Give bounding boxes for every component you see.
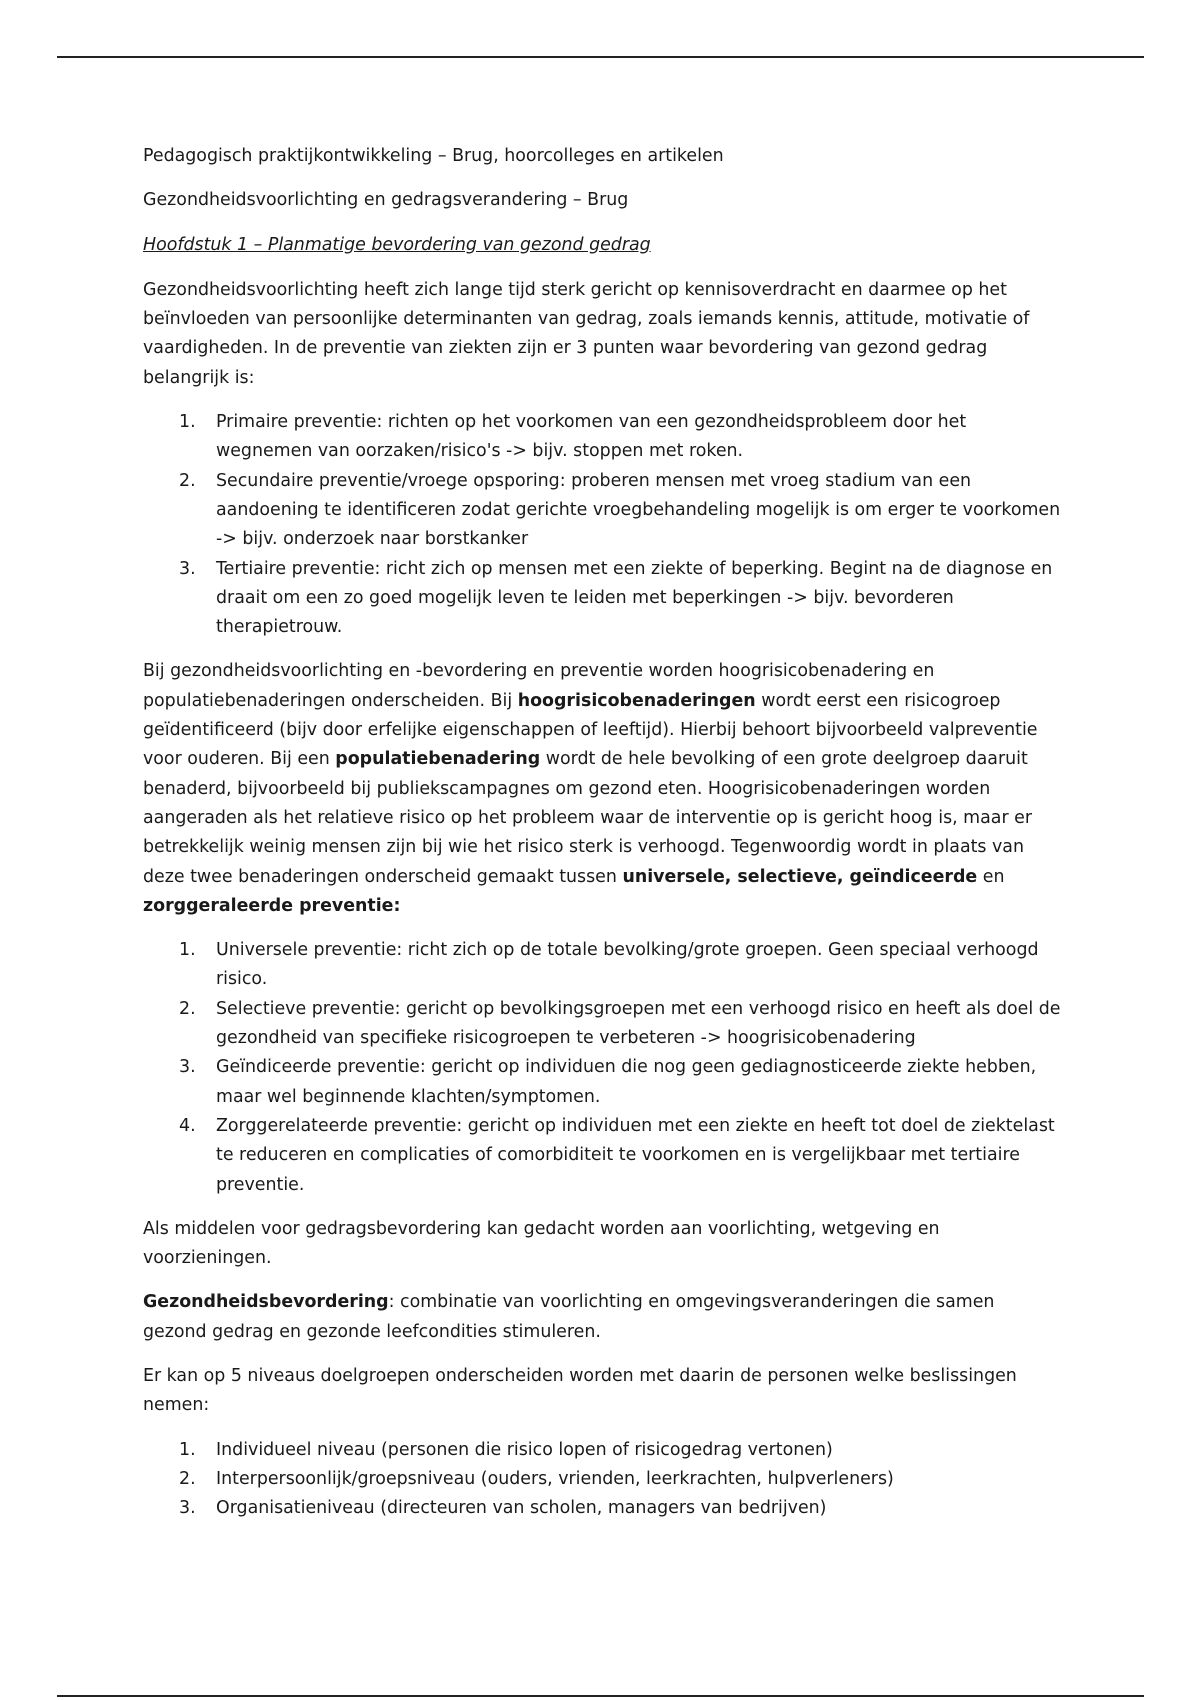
list-item: [143, 1112, 1063, 1200]
means-paragraph: Als middelen voor gedragsbevordering kan gedacht worden aan voorlichting, wetgeving en voorzieningen.: [143, 1218, 940, 1269]
list-number: 1.: [179, 940, 196, 961]
list-number: 3.: [179, 558, 196, 579]
list-item: [143, 936, 1063, 995]
text-segment: wordt eerst een risicogroep geïdentificeerd (bijv door erfelijke eigenschappen of leeftijd). Hierbij behoort bijvoorbeeld valpreventie voor ouderen. Bij een: [143, 690, 1038, 770]
bold-term: hoogrisicobenaderingen: [517, 690, 756, 711]
definition-paragraph: [143, 1288, 1063, 1347]
list-item: [143, 995, 1063, 1054]
approach-paragraph: [143, 657, 1063, 921]
chapter-heading: Hoofdstuk 1 – Planmatige bevordering van gezond gedrag: [143, 234, 651, 255]
page-top-rule: [57, 56, 1144, 58]
list-item-text: Universele preventie: richt zich op de totale bevolking/grote groepen. Geen speciaal verhoogd risico.: [216, 940, 1039, 990]
document-title: Pedagogisch praktijkontwikkeling – Brug, hoorcolleges en artikelen: [143, 146, 724, 166]
list-item-text: Secundaire preventie/vroege opsporing: proberen mensen met vroeg stadium van een aandoening te identificeren zodat gerichte vroegbehandeling mogelijk is om erger te voorkomen -> bijv. onderzoek naar borstkanker: [216, 470, 1061, 550]
list-number: 2.: [179, 998, 196, 1019]
prevention-types-list: [143, 936, 1063, 1200]
list-item-text: Primaire preventie: richten op het voorkomen van een gezondheidsprobleem door het wegnemen van oorzaken/risico's -> bijv. stoppen met roken.: [216, 412, 967, 462]
definition-term: Gezondheidsbevordering: [143, 1292, 389, 1313]
page-bottom-rule: [57, 1695, 1144, 1697]
list-item-text: Tertiaire preventie: richt zich op mensen met een ziekte of beperking. Begint na de diagnose en draait om een zo goed mogelijk leven te leiden met beperkingen -> bijv. bevorderen therapietrouw.: [216, 558, 1053, 638]
list-item-text: Selectieve preventie: gericht op bevolkingsgroepen met een verhoogd risico en heeft als doel de gezondheid van specifieke risicogroepen te verbeteren -> hoogrisicobenadering: [216, 998, 1061, 1049]
levels-list: [143, 1436, 1063, 1524]
list-number: 1.: [179, 1439, 196, 1460]
list-item: [143, 555, 1063, 643]
levels-paragraph: Er kan op 5 niveaus doelgroepen onderscheiden worden met daarin de personen welke beslissingen nemen:: [143, 1365, 1017, 1416]
list-number: 4.: [179, 1115, 196, 1136]
list-item-text: Geïndiceerde preventie: gericht op individuen die nog geen gediagnosticeerde ziekte hebben, maar wel beginnende klachten/symptomen.: [216, 1057, 1037, 1107]
list-number: 1.: [179, 412, 196, 433]
list-item: [143, 1053, 1063, 1112]
list-number: 2.: [179, 470, 196, 491]
text-segment: en: [977, 866, 1005, 887]
bold-term: zorggeraleerde preventie:: [143, 895, 401, 916]
list-number: 2.: [179, 1468, 196, 1489]
prevention-list: [143, 408, 1063, 642]
list-item-text: Zorggerelateerde preventie: gericht op individuen met een ziekte en heeft tot doel de ziektelast te reduceren en complicaties of comorbiditeit te voorkomen en is vergelijkbaar met tertiaire preventie.: [216, 1115, 1055, 1195]
list-item: [143, 1436, 1063, 1465]
list-item-text: Individueel niveau (personen die risico lopen of risicogedrag vertonen): [216, 1439, 833, 1460]
list-number: 3.: [179, 1498, 196, 1519]
text-segment: Bij gezondheidsvoorlichting en -bevordering en preventie worden hoogrisicobenadering en populatiebenaderingen onderscheiden. Bij: [143, 661, 935, 711]
list-item: [143, 1494, 1063, 1523]
list-number: 3.: [179, 1057, 196, 1078]
bold-term: populatiebenadering: [335, 749, 541, 770]
list-item: [143, 467, 1063, 555]
list-item-text: Organisatieniveau (directeuren van scholen, managers van bedrijven): [216, 1498, 827, 1519]
intro-paragraph: Gezondheidsvoorlichting heeft zich lange tijd sterk gericht op kennisoverdracht en daarmee op het beïnvloeden van persoonlijke determinanten van gedrag, zoals iemands kennis, attitude, motivatie of vaardigheden. In de preventie van ziekten zijn er 3 punten waar bevordering van gezond gedrag belangrijk is:: [143, 279, 1030, 388]
list-item: [143, 408, 1063, 467]
text-segment: wordt de hele bevolking of een grote deelgroep daaruit benaderd, bijvoorbeeld bij publiekscampagnes om gezond eten. Hoogrisicobenaderingen worden aangeraden als het relatieve risico op het probleem waar de interventie op is gericht hoog is, maar er betrekkelijk weinig mensen zijn bij wie het risico sterk is verhoogd. Tegenwoordig wordt in plaats van deze twee benaderingen onderscheid gemaakt tussen: [143, 749, 1032, 887]
document-subtitle: Gezondheidsvoorlichting en gedragsverandering – Brug: [143, 190, 629, 211]
document-body: [143, 142, 1063, 1538]
list-item: [143, 1465, 1063, 1494]
list-item-text: Interpersoonlijk/groepsniveau (ouders, vrienden, leerkrachten, hulpverleners): [216, 1468, 894, 1489]
definition-text: : combinatie van voorlichting en omgevingsveranderingen die samen gezond gedrag en gezonde leefcondities stimuleren.: [143, 1292, 995, 1342]
bold-term: universele, selectieve, geïndiceerde: [622, 866, 978, 887]
